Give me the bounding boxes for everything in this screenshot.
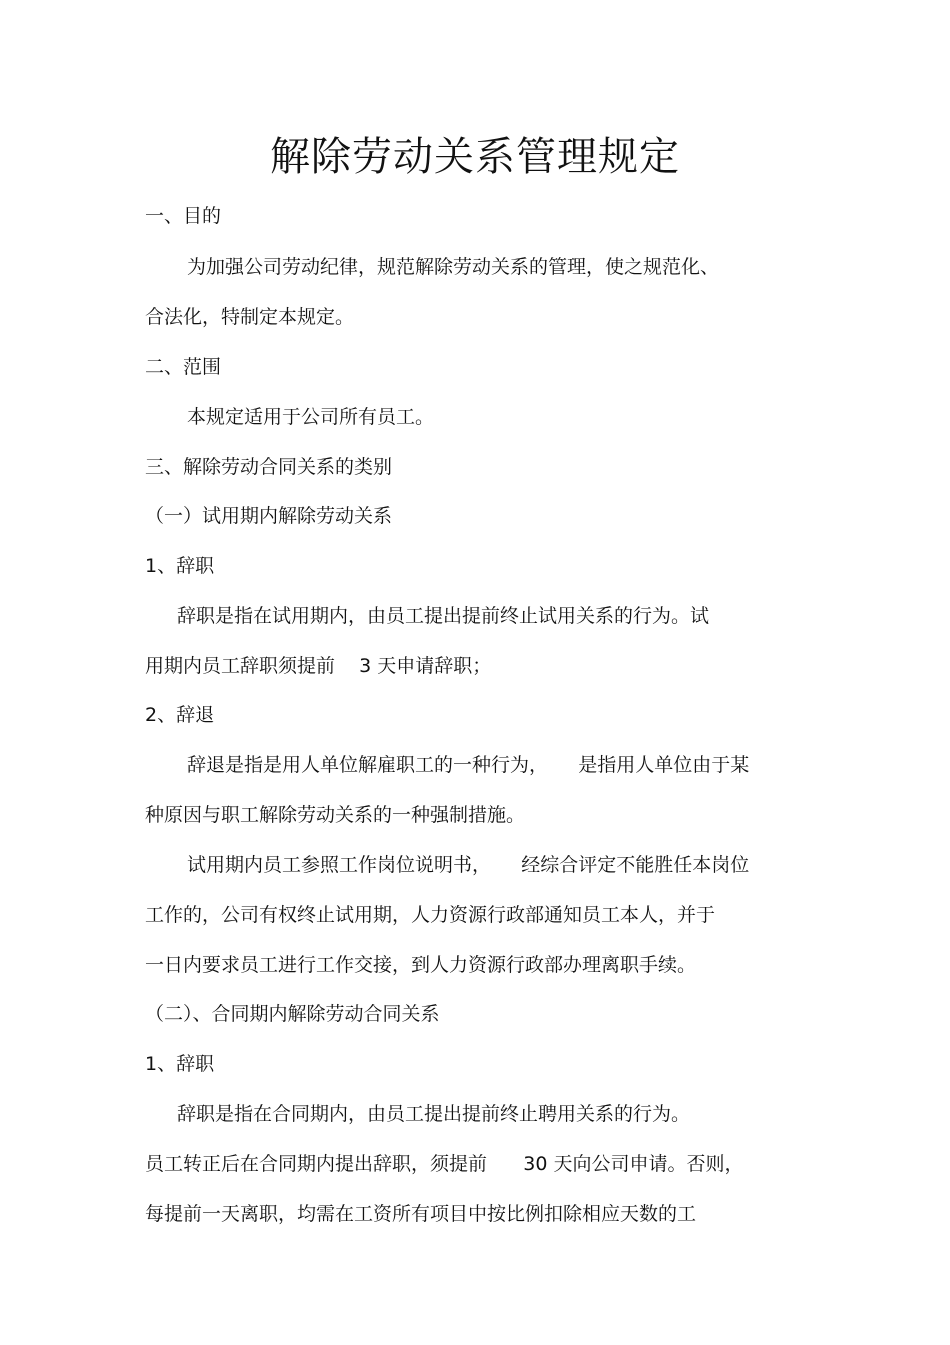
paragraph-line: 为加强公司劳动纪律，规范解除劳动关系的管理，使之规范化、 <box>187 256 720 278</box>
paragraph-line: 辞退是指是用人单位解雇职工的一种行为， 是指用人单位由于某 <box>187 754 750 776</box>
section-heading-categories: 三、解除劳动合同关系的类别 <box>145 456 393 478</box>
subsection-heading-contract: （二）、合同期内解除劳动合同关系 <box>145 1003 440 1025</box>
paragraph-line: 辞职是指在合同期内，由员工提出提前终止聘用关系的行为。 <box>177 1103 691 1125</box>
item-heading-dismissal: 2、辞退 <box>145 704 215 726</box>
paragraph-line: 种原因与职工解除劳动关系的一种强制措施。 <box>145 804 526 826</box>
paragraph-line: 工作的，公司有权终止试用期，人力资源行政部通知员工本人，并于 <box>145 904 716 926</box>
subsection-heading-probation: （一）试用期内解除劳动关系 <box>145 505 393 527</box>
paragraph-line: 每提前一天离职，均需在工资所有项目中按比例扣除相应天数的工 <box>145 1203 697 1225</box>
paragraph-line: 用期内员工辞职须提前 3 天申请辞职； <box>145 655 492 677</box>
paragraph-line: 员工转正后在合同期内提出辞职，须提前 30 天向公司申请。否则， <box>145 1153 744 1175</box>
paragraph-line: 试用期内员工参照工作岗位说明书， 经综合评定不能胜任本岗位 <box>187 854 750 876</box>
paragraph-line: 合法化，特制定本规定。 <box>145 306 355 328</box>
paragraph-line: 本规定适用于公司所有员工。 <box>187 406 435 428</box>
document-title: 解除劳动关系管理规定 <box>270 134 680 180</box>
item-heading-resignation: 1、辞职 <box>145 555 215 577</box>
section-heading-purpose: 一、目的 <box>145 205 222 227</box>
section-heading-scope: 二、范围 <box>145 356 222 378</box>
paragraph-line: 一日内要求员工进行工作交接，到人力资源行政部办理离职手续。 <box>145 954 697 976</box>
paragraph-line: 辞职是指在试用期内，由员工提出提前终止试用关系的行为。试 <box>177 605 710 627</box>
item-heading-resignation: 1、辞职 <box>145 1053 215 1075</box>
